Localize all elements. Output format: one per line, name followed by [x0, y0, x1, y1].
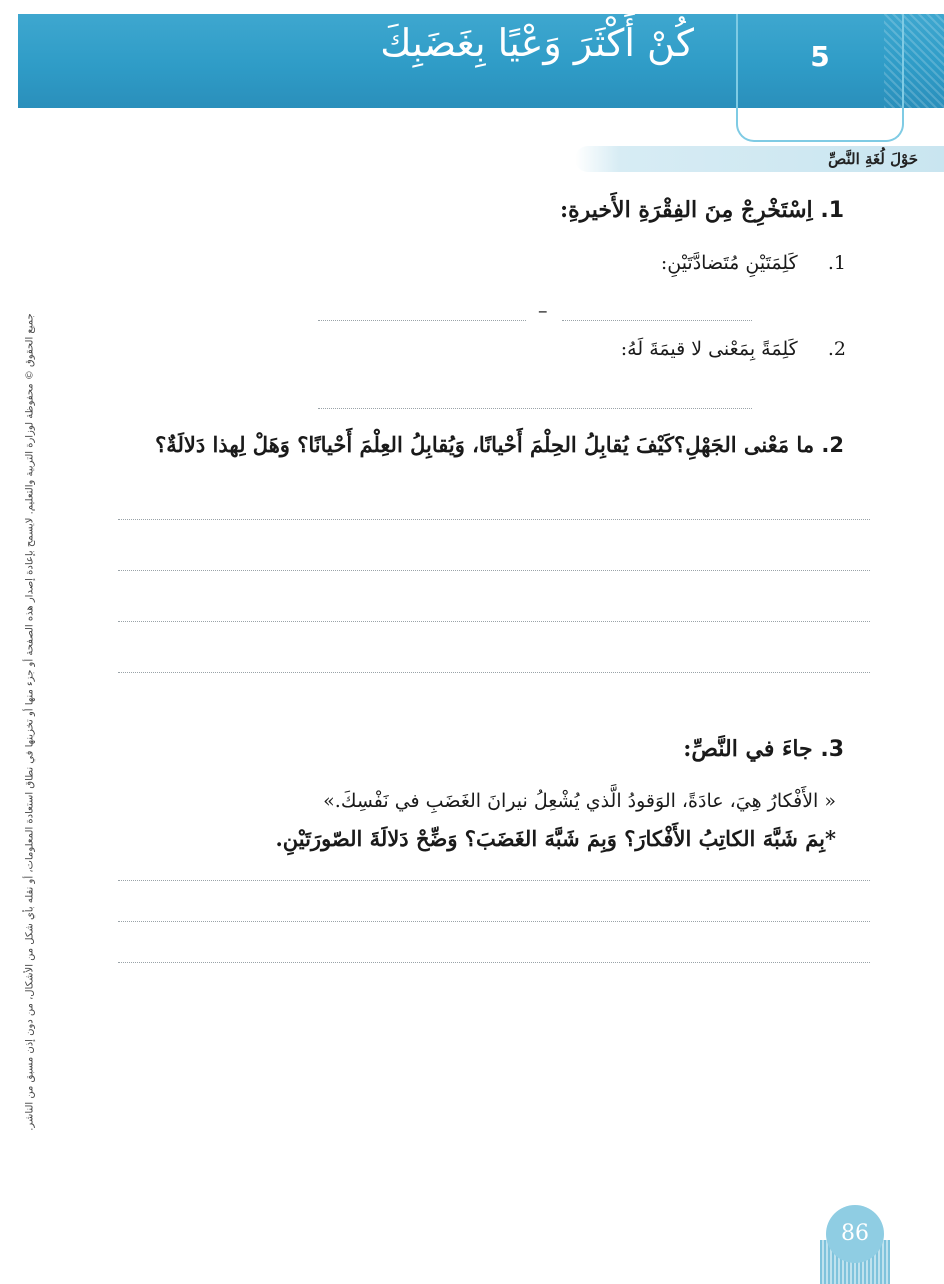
answer-line[interactable]	[118, 962, 870, 963]
sub-2-text: كَلِمَةً بِمَعْنى لا قيمَةَ لَهُ:	[620, 338, 798, 360]
chapter-number: 5	[810, 40, 830, 73]
answer-line[interactable]	[118, 880, 870, 881]
sub-2-number: 2.	[827, 338, 846, 360]
page-number: 86	[826, 1205, 884, 1263]
answer-line[interactable]	[562, 320, 752, 321]
question-3-text: جاءَ في النَّصِّ:	[683, 736, 813, 762]
answer-line[interactable]	[118, 621, 870, 622]
chapter-number-frame	[736, 14, 904, 142]
question-2-text: ما مَعْنى الجَهْلِ؟كَيْفَ يُقابِلُ الحِلْمَ أَحْيانًا، وَيُقابِلُ العِلْمَ أَحْيانًا؟ وَهَلْ لِهذا دَلالَةٌ؟	[155, 432, 815, 457]
question-2-number: 2.	[821, 433, 844, 457]
answer-line[interactable]	[118, 921, 870, 922]
question-1-sub-2	[621, 338, 846, 360]
question-2	[155, 432, 844, 457]
question-1	[560, 197, 844, 223]
question-3-quote: « الأَفْكارُ هِيَ، عادَةً، الوَقودُ الَّذي يُشْعِلُ نيرانَ الغَضَبِ في نَفْسِكَ.»	[323, 790, 836, 812]
copyright-notice: جميع الحقوق © محفوظة لوزارة التربية والتعليم. لايسمح بإعادة إصدار هذه الصفحة أو جزء منها أو تخزينها في نطاق استعادة المعلومات، أو نقله بأي شكل من الأشكال، من دون إذن مسبق من الناشر.	[24, 313, 36, 1131]
chapter-title: كُنْ أَكْثَرَ وَعْيًا بِغَضَبِكَ	[380, 21, 694, 65]
answer-line[interactable]	[118, 519, 870, 520]
sub-1-number: 1.	[827, 252, 846, 274]
answer-line[interactable]	[118, 570, 870, 571]
answer-line[interactable]	[318, 320, 526, 321]
answer-line[interactable]	[118, 672, 870, 673]
question-1-sub-1	[661, 252, 846, 274]
sub-1-text: كَلِمَتَيْنِ مُتَضادَّتَيْنِ:	[660, 252, 798, 274]
question-1-number: 1.	[820, 198, 844, 223]
answer-line[interactable]	[318, 408, 752, 409]
section-title: حَوْلَ لُغَةِ النَّصِّ	[828, 150, 918, 168]
question-3	[683, 736, 844, 762]
section-banner	[575, 146, 944, 172]
question-1-text: اِسْتَخْرِجْ مِنَ الفِقْرَةِ الأَخيرةِ:	[560, 197, 813, 223]
answer-separator: –	[538, 300, 548, 322]
question-3-prompt: *بِمَ شَبَّهَ الكاتِبُ الأَفْكارَ؟ وَبِمَ شَبَّهَ الغَضَبَ؟ وَضِّحْ دَلالَةَ الصّورَتَيْنِ.	[275, 826, 836, 851]
question-3-number: 3.	[820, 737, 844, 762]
